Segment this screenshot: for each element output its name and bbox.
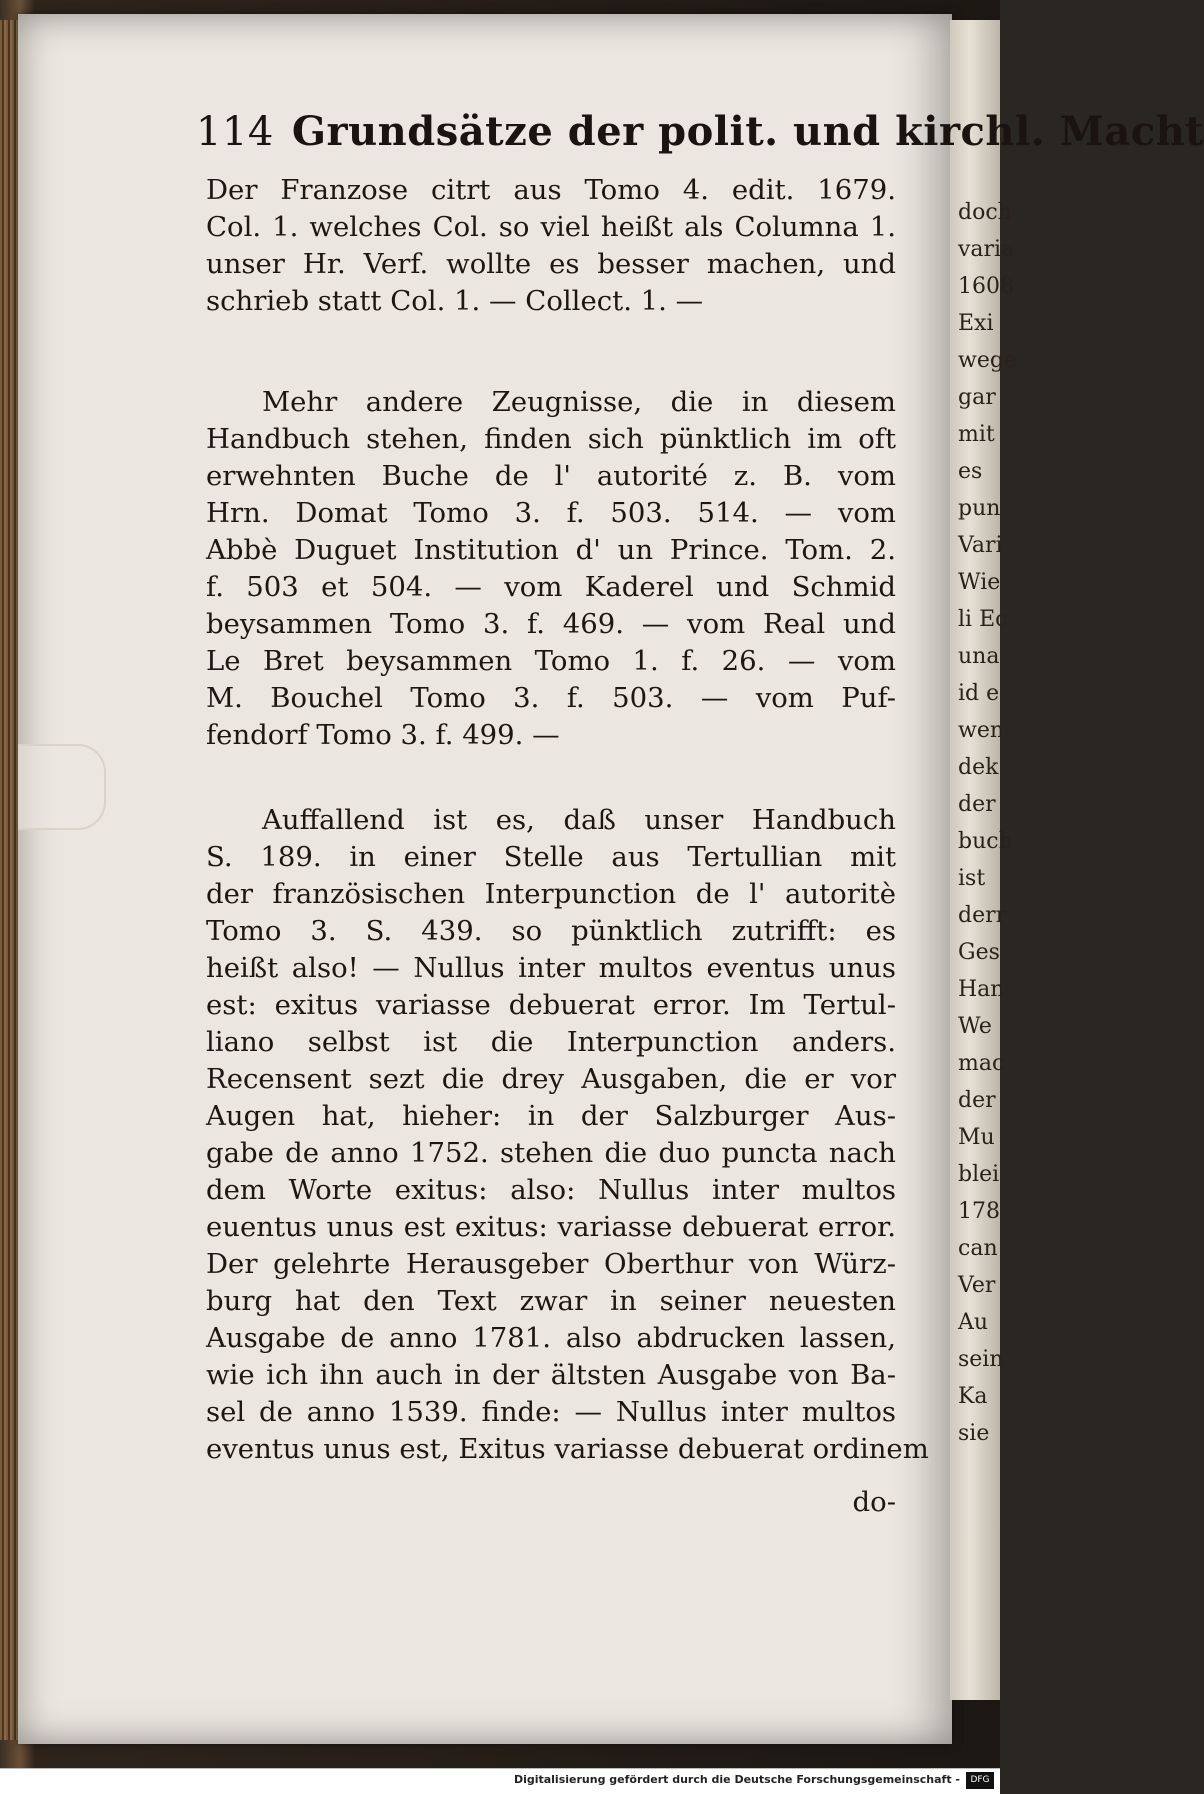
next-page-fragment: 178 — [958, 1199, 1000, 1224]
next-page-fragment: 1608 — [958, 274, 1014, 299]
catchword-block — [206, 1484, 896, 1521]
next-page-fragment: Han — [958, 977, 1005, 1002]
dfg-logo: DFG — [966, 1772, 994, 1789]
next-page-fragment: li Ec — [958, 607, 1008, 632]
next-page-fragment: blei — [958, 1162, 1000, 1187]
text-line: Le Bret beysammen Tomo 1. f. 26. — vom — [206, 645, 896, 677]
catchword: do- — [852, 1486, 896, 1518]
text-line: unser Hr. Verf. wollte es besser machen, und — [206, 248, 896, 280]
text-line: beysammen Tomo 3. f. 469. — vom Real und — [206, 608, 896, 640]
next-page-fragment: derr — [958, 903, 1007, 928]
text-line: Handbuch stehen, finden sich pünktlich im oft — [206, 423, 896, 455]
next-page-fragment: Ges — [958, 940, 1000, 965]
text-line: S. 189. in einer Stelle aus Tertullian mit — [206, 841, 896, 873]
text-line: gabe de anno 1752. stehen die duo puncta nach — [206, 1137, 896, 1169]
paragraph-1 — [206, 172, 896, 320]
next-page-fragment: der — [958, 1088, 996, 1113]
next-page-fragment: gar — [958, 385, 996, 410]
paragraph-3 — [206, 802, 929, 1468]
text-line: Ausgabe de anno 1781. also abdrucken lassen, — [206, 1322, 896, 1354]
text-line: schrieb statt Col. 1. — Collect. 1. — — [206, 285, 704, 317]
text-line: wie ich ihn auch in der ältsten Ausgabe von Ba- — [206, 1359, 896, 1391]
text-line: Tomo 3. S. 439. so pünktlich zutrifft: es — [206, 915, 896, 947]
text-line: erwehnten Buche de l' autorité z. B. vom — [206, 460, 896, 492]
next-page-fragment: ist — [958, 866, 986, 891]
text-line: dem Worte exitus: also: Nullus inter multos — [206, 1174, 896, 1206]
next-page-fragment: wen — [958, 718, 1005, 743]
digitization-footer — [0, 1768, 1000, 1794]
next-page-fragment: Ka — [958, 1384, 988, 1409]
text-line: M. Bouchel Tomo 3. f. 503. — vom Puf- — [206, 682, 896, 714]
next-page-fragment: es — [958, 459, 983, 484]
next-page-fragment: una — [958, 644, 1000, 669]
page-number: 114 — [196, 109, 274, 155]
next-page-fragment: der — [958, 792, 996, 817]
next-page-fragment: We — [958, 1014, 992, 1039]
next-page-fragment: Wie — [958, 570, 1001, 595]
next-page-fragment: wege — [958, 348, 1017, 373]
next-page-edge — [950, 20, 1017, 1700]
text-line: Der gelehrte Herausgeber Oberthur von Würz- — [206, 1248, 896, 1280]
text-line: Mehr andere Zeugnisse, die in diesem — [262, 386, 896, 418]
next-page-fragment: Vari — [958, 533, 1003, 558]
next-page-fragment: varia — [958, 237, 1015, 262]
next-page-fragment: Mu — [958, 1125, 995, 1150]
next-page-fragment: can — [958, 1236, 998, 1261]
text-line: fendorf Tomo 3. f. 499. — — [206, 719, 560, 751]
text-line: heißt also! — Nullus inter multos eventus unus — [206, 952, 896, 984]
text-line: f. 503 et 504. — vom Kaderel und Schmid — [206, 571, 896, 603]
text-line: Hrn. Domat Tomo 3. f. 503. 514. — vom — [206, 497, 896, 529]
next-page-fragment: pun — [958, 496, 1001, 521]
running-header — [196, 108, 1204, 155]
running-title: Grundsätze der polit. und kirchl. Macht — [291, 108, 1204, 155]
next-page-fragment: Au — [958, 1310, 989, 1335]
next-page-fragment: doch — [958, 200, 1012, 225]
text-line: est: exitus variasse debuerat error. Im Tertul- — [206, 989, 896, 1021]
next-page-fragment: buch — [958, 829, 1013, 854]
text-line: Abbè Duguet Institution d' un Prince. Tom. 2. — [206, 534, 896, 566]
next-page-fragment: Ver — [958, 1273, 996, 1298]
bookmark-tab — [18, 744, 106, 830]
text-line: euentus unus est exitus: variasse debuerat error. — [206, 1211, 896, 1243]
text-line: Der Franzose citrt aus Tomo 4. edit. 1679. — [206, 174, 896, 206]
footer-credit: Digitalisierung gefördert durch die Deutsche Forschungsgemeinschaft - — [513, 1773, 960, 1786]
text-line: burg hat den Text zwar in seiner neuesten — [206, 1285, 896, 1317]
next-page-fragment: mac — [958, 1051, 1005, 1076]
text-line: Recensent sezt die drey Ausgaben, die er vor — [206, 1063, 896, 1095]
text-line: Col. 1. welches Col. so viel heißt als Columna 1. — [206, 211, 896, 243]
next-page-fragment: id e — [958, 681, 1000, 706]
text-line: der französischen Interpunction de l' autoritè — [206, 878, 896, 910]
text-line: Auffallend ist es, daß unser Handbuch — [262, 804, 896, 836]
text-line: Augen hat, hieher: in der Salzburger Aus- — [206, 1100, 896, 1132]
next-page-fragment: sein — [958, 1347, 1004, 1372]
text-line: sel de anno 1539. finde: — Nullus inter multos — [206, 1396, 896, 1428]
text-line: liano selbst ist die Interpunction anders. — [206, 1026, 896, 1058]
next-page-fragment: Exi — [958, 311, 994, 336]
next-page-fragment: dek — [958, 755, 999, 780]
next-page-fragment: mit — [958, 422, 995, 447]
paragraph-2 — [206, 384, 896, 754]
text-line: eventus unus est, Exitus variasse debuerat ordinem — [206, 1433, 929, 1465]
next-page-fragment: sie — [958, 1421, 990, 1446]
